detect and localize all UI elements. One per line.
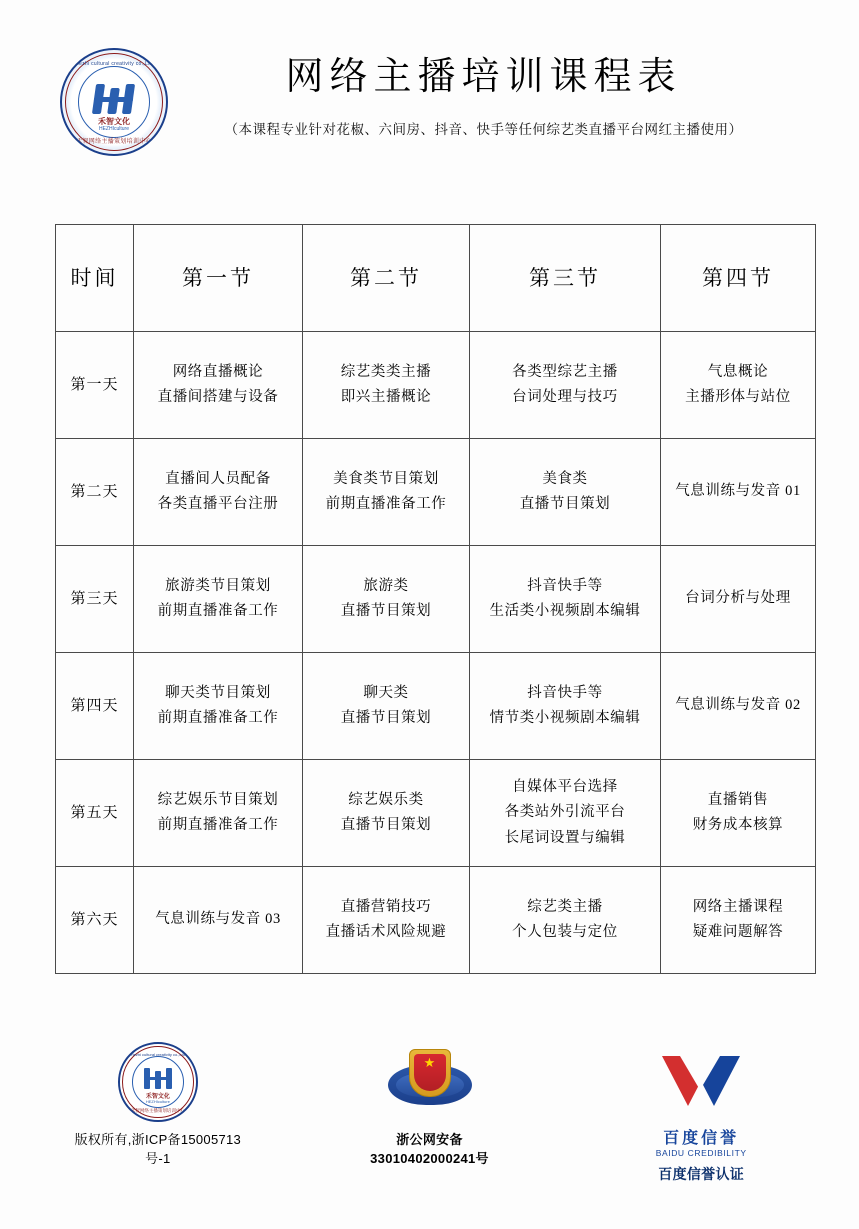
company-logo-icon [60,48,168,156]
schedule-cell [661,332,816,439]
cell-line: 直播节目策划 [519,496,611,512]
day-label: 第一天 [56,332,134,439]
cell-line: 生活类小视频剧本编辑 [489,603,641,619]
baidu-credibility-icon [658,1052,744,1112]
table-body [56,332,816,974]
cell-line: 直播节目策划 [340,710,432,726]
schedule-cell [303,332,470,439]
schedule-cell [303,760,470,867]
cell-line: 直播节目策划 [340,817,432,833]
footer-item-icp [70,1041,246,1167]
logo-bottom-text: 禾智网络主播策划培训中心 [76,139,152,145]
schedule-cell [661,653,816,760]
table-row [56,332,816,439]
cell-line: 个人包装与定位 [512,924,618,940]
cell-line: 美食类节目策划 [333,470,439,487]
baidu-logo-subtext: BAIDU CREDIBILITY [655,1148,747,1158]
schedule-cell [134,653,303,760]
cell-line: 财务成本核算 [692,817,784,833]
seal-brand-en: HEZHIculture [145,1099,170,1104]
table-row [56,867,816,974]
day-label: 第四天 [56,653,134,760]
cell-line: 气息训练与发音 02 [675,697,801,714]
table-row [56,760,816,867]
schedule-cell [134,439,303,546]
cell-line: 前期直播准备工作 [157,603,279,619]
schedule-cell [134,332,303,439]
cell-line: 气息训练与发音 03 [155,911,281,928]
column-header-session-2: 第二节 [303,225,470,332]
table-header-row [56,225,816,332]
logo-brand-cn: 禾智文化 [98,117,130,126]
schedule-table [55,224,816,974]
cell-line: 主播形体与站位 [685,389,791,405]
cell-line: 旅游类 [363,577,409,594]
cell-line: 前期直播准备工作 [325,496,447,512]
cell-line: 情节类小视频剧本编辑 [489,710,641,726]
document-footer [0,1041,859,1191]
schedule-cell [303,867,470,974]
day-label: 第五天 [56,760,134,867]
cell-line: 前期直播准备工作 [157,817,279,833]
cell-line: 综艺类类主播 [340,363,432,380]
cell-line: 即兴主播概论 [340,389,432,405]
police-record-text[interactable]: 浙公网安备 33010402000241号 [370,1132,489,1166]
column-header-session-3: 第三节 [470,225,661,332]
schedule-cell [470,332,661,439]
cell-line: 综艺娱乐类 [348,791,424,808]
column-header-session-1: 第一节 [134,225,303,332]
schedule-cell [470,867,661,974]
police-emblem-icon: ★ [388,1045,472,1119]
cell-line: 各类站外引流平台 [504,804,626,821]
cell-line: 直播销售 [707,791,769,808]
cell-line: 抖音快手等 [527,684,603,701]
schedule-cell [661,760,816,867]
cell-line: 自媒体平台选择 [512,778,618,795]
cell-line: 直播营销技巧 [340,898,432,915]
table-row [56,653,816,760]
cell-line: 抖音快手等 [527,577,603,594]
day-label: 第六天 [56,867,134,974]
footer-item-police [342,1041,518,1167]
baidu-certification-text[interactable]: 百度信誉认证 [658,1166,745,1182]
page-title: 网络主播培训课程表 [285,56,682,98]
icp-record-text[interactable]: 版权所有,浙ICP备15005713号-1 [74,1132,242,1166]
page-subtitle: （本课程专业针对花椒、六间房、抖音、快手等任何综艺类直播平台网红主播使用） [224,121,743,137]
cell-line: 疑难问题解答 [692,924,784,940]
seal-top-text: Hezhi cultural creativity co.,Ltd [130,1052,185,1057]
schedule-cell [134,760,303,867]
company-seal-icon [118,1042,198,1122]
baidu-logo-text: 百度信誉 [663,1130,740,1147]
cell-line: 聊天类 [363,684,409,701]
day-label: 第二天 [56,439,134,546]
table-row [56,546,816,653]
cell-line: 综艺娱乐节目策划 [157,791,279,808]
schedule-cell [470,653,661,760]
cell-line: 聊天类节目策划 [165,684,271,701]
cell-line: 气息概论 [707,363,769,380]
table-header [56,225,816,332]
schedule-cell [470,439,661,546]
cell-line: 前期直播准备工作 [157,710,279,726]
footer-item-baidu [613,1041,789,1184]
cell-line: 各类型综艺主播 [512,363,618,380]
cell-line: 直播话术风险规避 [325,924,447,940]
cell-line: 长尾词设置与编辑 [504,829,626,846]
cell-line: 直播间搭建与设备 [157,389,279,405]
schedule-cell [134,546,303,653]
day-label: 第三天 [56,546,134,653]
cell-line: 各类直播平台注册 [157,496,279,512]
cell-line: 气息训练与发音 01 [675,483,801,500]
schedule-cell [303,439,470,546]
schedule-cell [303,653,470,760]
logo-brand-en: HEZHIculture [98,126,129,132]
cell-line: 网络主播课程 [692,898,784,915]
seal-bottom-text: 禾智网络主播策划培训中心 [130,1108,185,1113]
schedule-cell [134,867,303,974]
schedule-cell [470,760,661,867]
column-header-time: 时间 [56,225,134,332]
cell-line: 台词处理与技巧 [512,389,618,405]
schedule-cell [661,867,816,974]
cell-line: 台词分析与处理 [685,590,791,607]
logo-mark-icon [92,84,136,116]
column-header-session-4: 第四节 [661,225,816,332]
seal-brand-cn: 禾智文化 [145,1094,170,1100]
schedule-cell [470,546,661,653]
schedule-cell [661,439,816,546]
logo-top-text: Hezhi cultural creativity co.,Ltd [75,61,153,67]
cell-line: 综艺类主播 [527,898,603,915]
table-row [56,439,816,546]
document-header [0,0,859,168]
cell-line: 旅游类节目策划 [165,577,271,594]
schedule-cell [661,546,816,653]
title-block [168,48,819,138]
cell-line: 直播间人员配备 [165,470,271,487]
cell-line: 网络直播概论 [172,363,264,380]
cell-line: 直播节目策划 [340,603,432,619]
schedule-cell [303,546,470,653]
cell-line: 美食类 [542,470,588,487]
schedule-table-wrapper [0,224,859,974]
